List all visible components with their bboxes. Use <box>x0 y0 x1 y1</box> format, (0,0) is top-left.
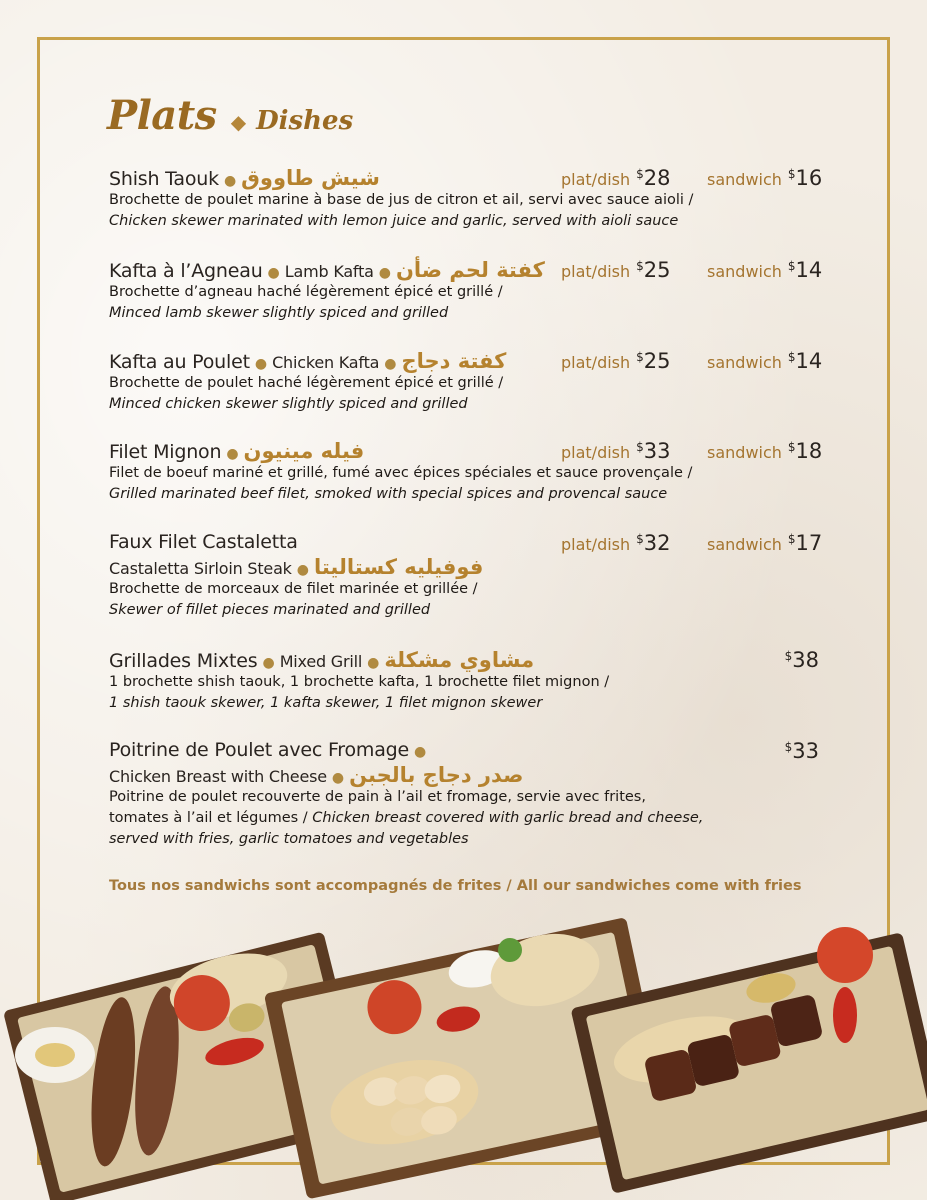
tomato-image <box>817 927 873 983</box>
item-name-ar: فيله مينيون <box>243 439 365 463</box>
dish-price: plat/dish $25 <box>561 258 671 282</box>
bullet-dot: ● <box>254 356 268 372</box>
item-name-en: Chicken Breast with Cheese <box>109 767 327 786</box>
item-name-en: Chicken Kafta <box>272 353 380 372</box>
food-photos <box>0 915 927 1200</box>
menu-item-shish-taouk <box>109 166 823 232</box>
bullet-dot: ● <box>367 655 380 671</box>
item-description: Brochette de poulet haché légèrement épicé et grillé / Minced chicken skewer slightly spiced and grilled <box>109 375 504 412</box>
bullet-dot: ● <box>331 770 345 786</box>
item-description: Filet de boeuf mariné et grillé, fumé avec épices spéciales et sauce provençale / Grilled marinated beef filet, smoked with special spices and provencal sauce <box>109 465 693 502</box>
dish-price: plat/dish $25 <box>561 349 671 373</box>
item-name-ar: صدر دجاج بالجبن <box>349 763 524 787</box>
menu-item-castaletta <box>109 531 823 621</box>
item-price: $33 <box>784 739 819 763</box>
item-name-fr: Faux Filet Castaletta <box>109 531 298 553</box>
menu-item-chicken-breast-cheese <box>109 739 819 850</box>
item-description: Poitrine de poulet recouverte de pain à l’ail et fromage, servie avec frites, tomates à l’ail et légumes / Chicken breast covered with garlic bread and cheese, served with fries, garlic tomatoes and vegetables <box>109 789 704 847</box>
item-name-ar: شيش طاووق <box>241 166 380 190</box>
dish-price: plat/dish $28 <box>561 166 671 190</box>
item-name-fr: Kafta au Poulet <box>109 351 250 373</box>
menu-item-mixed-grill <box>109 648 819 714</box>
sandwich-price: sandwich $17 <box>707 531 823 555</box>
item-name-fr: Grillades Mixtes <box>109 650 258 672</box>
sandwich-price: sandwich $16 <box>707 166 823 190</box>
item-name-en: Lamb Kafta <box>284 262 374 281</box>
title-plats: Plats <box>107 92 217 139</box>
item-description: Brochette de morceaux de filet marinée et grillée / Skewer of fillet pieces marinated and grilled <box>109 581 478 618</box>
sandwich-footnote: Tous nos sandwichs sont accompagnés de frites / All our sandwiches come with fries <box>109 878 802 894</box>
dish-price: plat/dish $32 <box>561 531 671 555</box>
title-separator: ◆ <box>230 110 247 134</box>
item-price: $38 <box>784 648 819 672</box>
dish-price: plat/dish $33 <box>561 439 671 463</box>
item-name-ar: كفتة لحم ضأن <box>395 258 545 282</box>
item-name-ar: كفتة دجاج <box>401 349 507 373</box>
bullet-dot: ● <box>226 446 239 462</box>
item-name-fr: Shish Taouk <box>109 168 219 190</box>
bullet-dot: ● <box>262 655 275 671</box>
item-name-fr: Filet Mignon <box>109 441 222 463</box>
bullet-dot: ● <box>414 744 427 760</box>
item-description: Brochette d’agneau haché légèrement épicé et grillé / Minced lamb skewer slightly spiced and grilled <box>109 284 503 321</box>
bullet-dot: ● <box>223 173 237 189</box>
sandwich-price: sandwich $18 <box>707 439 823 463</box>
bullet-dot: ● <box>378 265 391 281</box>
menu-item-chicken-kafta <box>109 349 823 415</box>
item-description: Brochette de poulet marine à base de jus de citron et ail, servi avec sauce aioli / Chicken skewer marinated with lemon juice and garlic, served with aioli sauce <box>109 192 694 229</box>
item-name-ar: فوفيليه كستاليتا <box>313 555 484 579</box>
sandwich-price: sandwich $14 <box>707 349 823 373</box>
menu-item-lamb-kafta <box>109 258 823 324</box>
item-name-fr: Kafta à l’Agneau <box>109 260 263 282</box>
item-name-ar: مشاوي مشكلة <box>384 648 535 672</box>
item-name-en: Mixed Grill <box>279 652 363 671</box>
bullet-dot: ● <box>384 356 397 372</box>
item-name-en: Castaletta Sirloin Steak <box>109 559 292 578</box>
sandwich-price: sandwich $14 <box>707 258 823 282</box>
bullet-dot: ● <box>267 265 280 281</box>
page-title <box>107 92 353 148</box>
item-name-fr: Poitrine de Poulet avec Fromage <box>109 739 410 761</box>
bullet-dot: ● <box>296 562 309 578</box>
title-dishes: Dishes <box>256 106 354 136</box>
menu-item-filet-mignon <box>109 439 823 505</box>
item-description: 1 brochette shish taouk, 1 brochette kafta, 1 brochette filet mignon / 1 shish taouk skewer, 1 kafta skewer, 1 filet mignon skewer <box>109 674 610 711</box>
